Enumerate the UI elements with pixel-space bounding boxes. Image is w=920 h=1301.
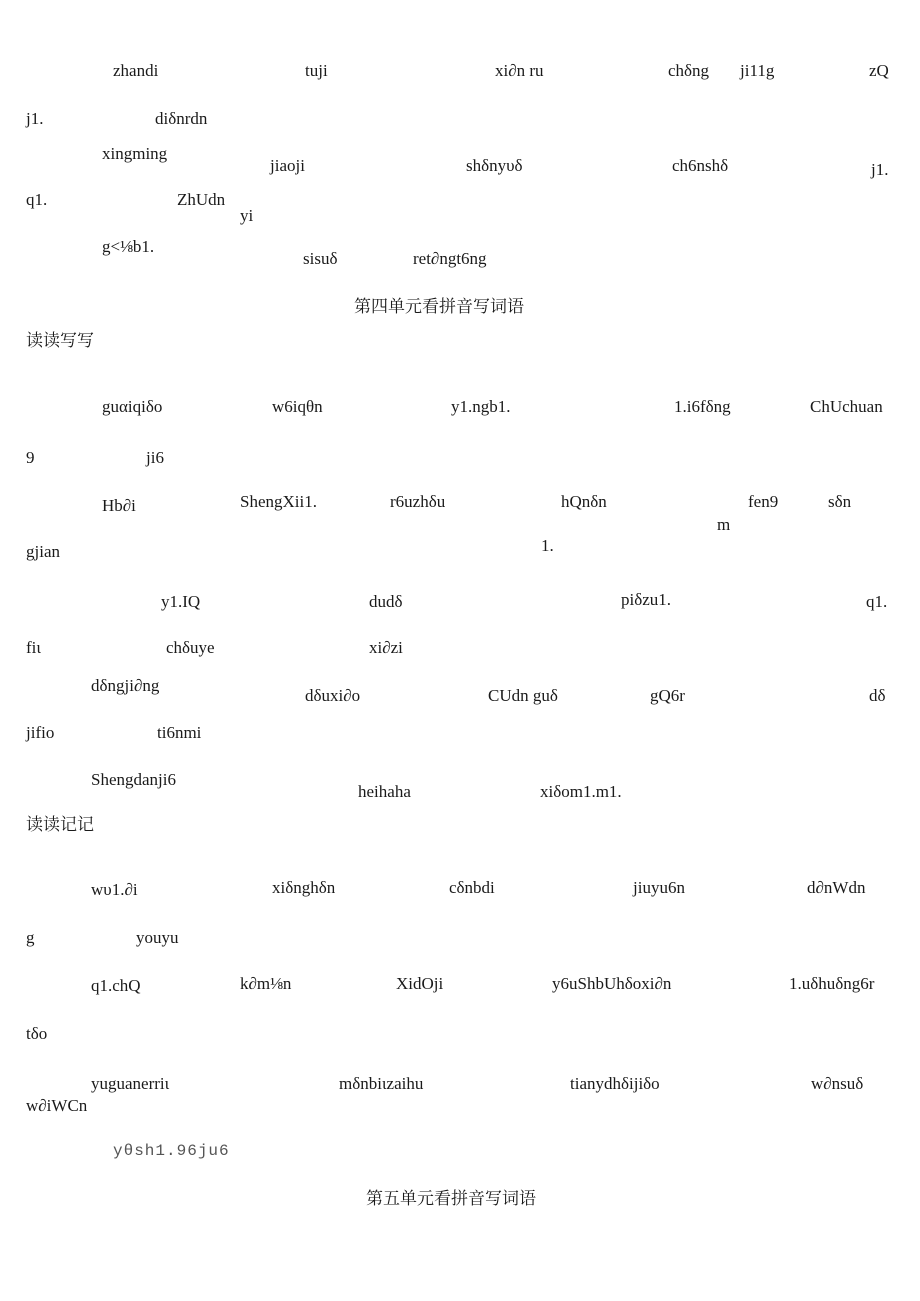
pinyin-word: zQ [869,61,889,80]
pinyin-word: ChUchuan [810,397,883,416]
section-heading: 读读写写 [26,331,94,351]
pinyin-word: yuguanerriι [91,1074,170,1093]
pinyin-word: zhandi [113,61,159,80]
section-heading: 读读记记 [26,815,94,835]
pinyin-word: sδn [828,492,852,511]
pinyin-word: shδnyυδ [466,156,523,175]
pinyin-word: jiaoji [270,156,305,175]
pinyin-word: jifio [26,723,55,742]
pinyin-word: g<⅛b1. [102,237,155,256]
pinyin-word: m [717,515,731,534]
pinyin-word: 1. [541,536,554,555]
pinyin-word: 9 [26,448,35,467]
unit-title: 第五单元看拼音写词语 [366,1189,536,1209]
pinyin-word: 1.i6fδng [674,397,731,416]
pinyin-word: jiuyu6n [633,878,685,897]
pinyin-word: ShengXii1. [240,492,317,511]
pinyin-word: xi∂n ru [495,61,544,80]
pinyin-word: dδngji∂ng [91,676,160,695]
pinyin-word: g [26,928,35,947]
pinyin-word: gQ6r [650,686,685,705]
pinyin-word: xiδnghδn [272,878,336,897]
pinyin-word: y6uShbUhδoxi∂n [552,974,672,993]
pinyin-word: Shengdanji6 [91,770,176,789]
pinyin-word: chδng [668,61,710,80]
pinyin-word: w6iqθn [272,397,323,416]
pinyin-word: r6uzhδu [390,492,446,511]
pinyin-word: mδnbiιzaihu [339,1074,424,1093]
pinyin-word: tuji [305,61,328,80]
pinyin-word: 1.uδhuδng6r [789,974,875,993]
pinyin-word: XidOji [396,974,444,993]
pinyin-word: dδ [869,686,886,705]
pinyin-word: ji6 [146,448,164,467]
pinyin-word: Hb∂i [102,496,136,515]
pinyin-word: fen9 [748,492,779,511]
pinyin-word: y1.IQ [161,592,201,611]
pinyin-word: yi [240,206,254,225]
pinyin-word: q1. [26,190,48,209]
pinyin-word: tianydhδijiδo [570,1074,660,1093]
pinyin-word: q1.chQ [91,976,141,995]
pinyin-word: chδuye [166,638,215,657]
unit-title: 第四单元看拼音写词语 [354,297,524,317]
pinyin-word: yθsh1.96ju6 [113,1142,230,1160]
pinyin-word: CUdn guδ [488,686,558,705]
pinyin-word: gjian [26,542,60,561]
pinyin-word: j1. [871,160,889,179]
pinyin-word: q1. [866,592,888,611]
pinyin-word: cδnbdi [449,878,495,897]
pinyin-word: ti6nmi [157,723,202,742]
pinyin-word: y1.ngb1. [451,397,511,416]
pinyin-word: dudδ [369,592,403,611]
pinyin-word: guαiqiδo [102,397,163,416]
pinyin-word: tδo [26,1024,48,1043]
pinyin-word: diδnrdn [155,109,208,128]
pinyin-word: j1. [26,109,44,128]
pinyin-word: ZhUdn [177,190,226,209]
pinyin-word: piδzu1. [621,590,672,609]
pinyin-word: xiδom1.m1. [540,782,622,801]
pinyin-word: heihaha [358,782,411,801]
pinyin-word: sisuδ [303,249,338,268]
pinyin-word: ch6nshδ [672,156,729,175]
pinyin-word: w∂iWCn [26,1096,88,1115]
pinyin-word: xingming [102,144,168,163]
pinyin-word: w∂nsuδ [811,1074,864,1093]
pinyin-word: k∂m⅛n [240,974,292,993]
pinyin-word: ji11g [740,61,775,80]
pinyin-word: fiι [26,638,41,657]
pinyin-word: hQnδn [561,492,607,511]
pinyin-word: youyu [136,928,179,947]
pinyin-word: dδuxi∂o [305,686,361,705]
pinyin-word: xi∂zi [369,638,403,657]
pinyin-word: wυ1.∂i [91,880,138,899]
pinyin-word: d∂nWdn [807,878,866,897]
pinyin-word: ret∂ngt6ng [413,249,487,268]
